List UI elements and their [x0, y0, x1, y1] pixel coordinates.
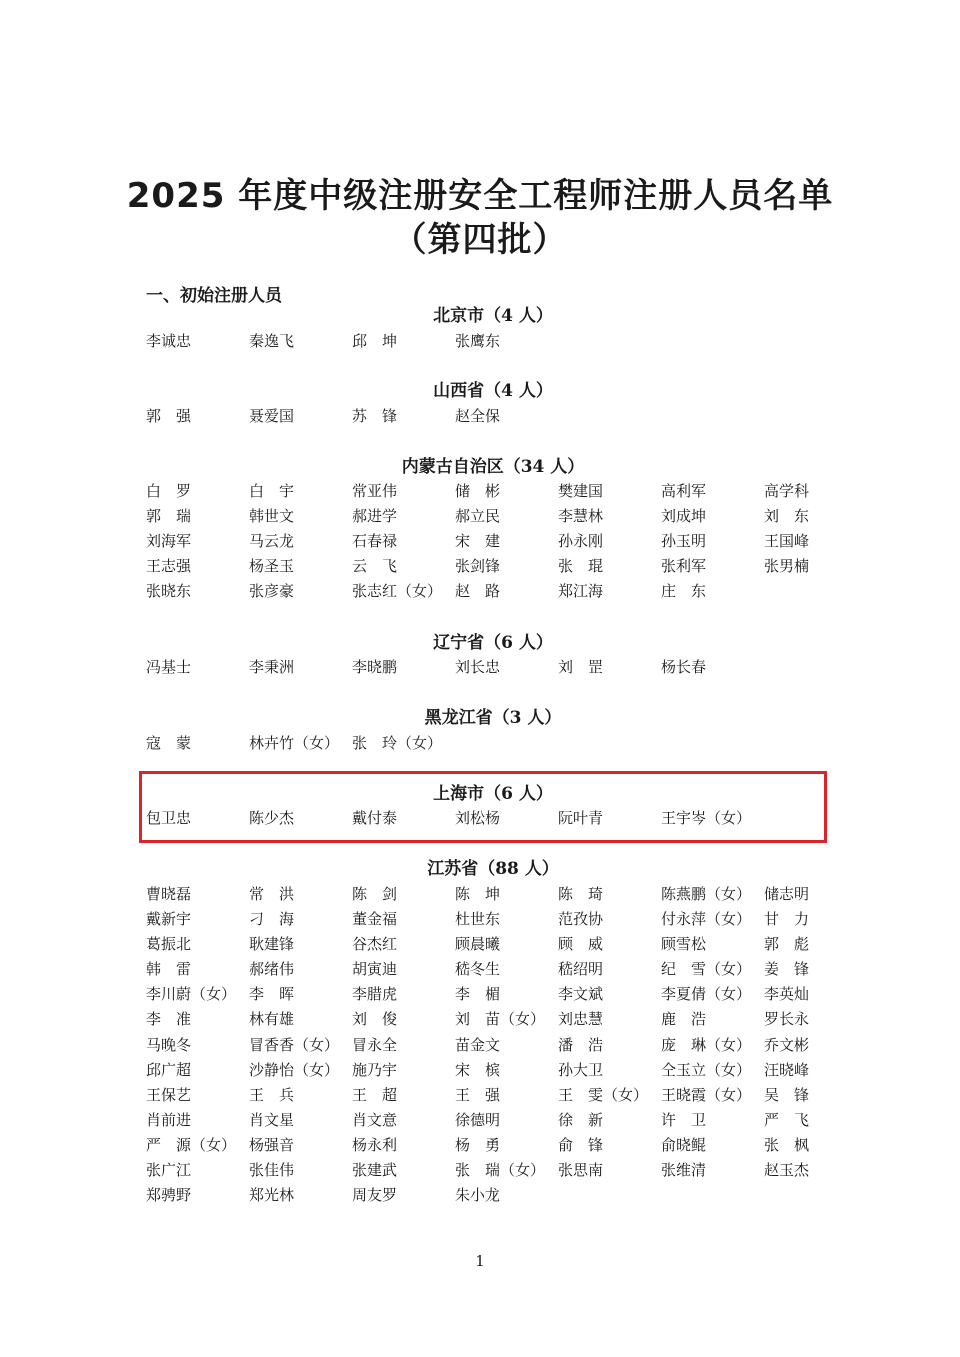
person-name: 郑光林 [249, 1186, 295, 1205]
person-name: 顾晨曦 [455, 935, 501, 954]
person-name: 张建武 [352, 1161, 398, 1180]
person-name: 吴 锋 [764, 1085, 810, 1104]
person-name: 刘 东 [764, 507, 810, 526]
region-title: 山西省（4 人） [433, 381, 553, 401]
person-name: 王晓霞（女） [661, 1085, 752, 1104]
person-name: 王 超 [352, 1085, 398, 1104]
person-name: 冯基士 [146, 658, 192, 676]
person-name: 张思南 [558, 1161, 604, 1180]
name-grid [146, 882, 846, 1208]
region-title: 北京市（4 人） [433, 306, 553, 326]
person-name: 朱小龙 [455, 1186, 501, 1205]
person-name: 白 宇 [249, 482, 295, 500]
person-name: 孙永刚 [558, 532, 604, 551]
person-name: 王志强 [146, 557, 192, 576]
person-name: 范孜协 [558, 910, 604, 929]
person-name: 寇 蒙 [146, 734, 192, 752]
person-name: 马晚冬 [146, 1035, 192, 1054]
person-name: 杨圣玉 [249, 557, 295, 576]
person-name: 赵全保 [455, 407, 501, 425]
person-name: 李 准 [146, 1010, 192, 1029]
person-name: 邱广超 [146, 1060, 192, 1079]
person-name: 李 晖 [249, 985, 295, 1004]
person-name: 王国峰 [764, 532, 810, 551]
person-name: 李川蔚（女） [146, 985, 237, 1004]
person-name: 顾雪松 [661, 935, 707, 954]
section-heading: 一、初始注册人员 [146, 286, 282, 306]
person-name: 陈少杰 [249, 809, 295, 827]
person-name: 杨强音 [249, 1135, 295, 1154]
person-name: 郑骋野 [146, 1186, 192, 1205]
person-name: 高利军 [661, 482, 707, 500]
person-name: 戴新宇 [146, 910, 192, 929]
person-name: 肖文意 [352, 1110, 398, 1129]
person-name: 严 源（女） [146, 1135, 237, 1154]
region-title: 黑龙江省（3 人） [424, 708, 562, 728]
person-name: 刁 海 [249, 910, 295, 929]
person-name: 耿建锋 [249, 935, 295, 954]
person-name: 陈 琦 [558, 885, 604, 903]
person-name: 李 楣 [455, 985, 501, 1004]
person-name: 郝立民 [455, 507, 501, 526]
person-name: 韩 雷 [146, 960, 192, 979]
person-name: 俞 锋 [558, 1135, 604, 1154]
person-name: 郝进学 [352, 507, 398, 526]
person-name: 陈 剑 [352, 885, 398, 903]
person-name: 秦逸飞 [249, 332, 295, 350]
person-name: 云 飞 [352, 557, 398, 576]
person-name: 施乃宇 [352, 1060, 398, 1079]
person-name: 常亚伟 [352, 482, 398, 500]
person-name: 王 雯（女） [558, 1085, 649, 1104]
person-name: 罗长永 [764, 1010, 810, 1029]
person-name: 张广江 [146, 1161, 192, 1180]
person-name: 张男楠 [764, 557, 810, 576]
region-title: 上海市（6 人） [433, 784, 553, 804]
person-name: 曹晓磊 [146, 885, 192, 903]
person-name: 赵 路 [455, 582, 501, 601]
person-name: 李晓鹏 [352, 658, 398, 676]
person-name: 庄 东 [661, 582, 707, 601]
person-name: 张彦豪 [249, 582, 295, 601]
person-name: 樊建国 [558, 482, 604, 500]
person-name: 徐德明 [455, 1110, 501, 1129]
person-name: 郭 瑞 [146, 507, 192, 526]
person-name: 顾 威 [558, 935, 604, 954]
page-number: 1 [475, 1252, 485, 1270]
person-name: 徐 新 [558, 1110, 604, 1129]
person-name: 聂爱国 [249, 407, 295, 425]
person-name: 肖前进 [146, 1110, 192, 1129]
person-name: 林卉竹（女） [249, 734, 340, 752]
name-grid [146, 329, 846, 354]
person-name: 张志红（女） [352, 582, 443, 601]
person-name: 嵇冬生 [455, 960, 501, 979]
name-grid [146, 655, 846, 680]
person-name: 董金福 [352, 910, 398, 929]
person-name: 冒永全 [352, 1035, 398, 1054]
person-name: 郝绪伟 [249, 960, 295, 979]
person-name: 杨 勇 [455, 1135, 501, 1154]
person-name: 庞 琳（女） [661, 1035, 752, 1054]
person-name: 张利军 [661, 557, 707, 576]
person-name: 甘 力 [764, 910, 810, 929]
person-name: 肖文星 [249, 1110, 295, 1129]
person-name: 郑江海 [558, 582, 604, 601]
person-name: 杜世东 [455, 910, 501, 929]
person-name: 张 琨 [558, 557, 604, 576]
person-name: 许 卫 [661, 1110, 707, 1129]
person-name: 韩世文 [249, 507, 295, 526]
name-grid [146, 731, 846, 756]
person-name: 纪 雪（女） [661, 960, 752, 979]
person-name: 张鹰东 [455, 332, 501, 350]
person-name: 潘 浩 [558, 1035, 604, 1054]
person-name: 刘长忠 [455, 658, 501, 676]
person-name: 李慧林 [558, 507, 604, 526]
person-name: 姜 锋 [764, 960, 810, 979]
person-name: 严 飞 [764, 1110, 810, 1129]
person-name: 嵇绍明 [558, 960, 604, 979]
person-name: 汪晓峰 [764, 1060, 810, 1079]
person-name: 张晓东 [146, 582, 192, 601]
person-name: 宋 建 [455, 532, 501, 551]
person-name: 刘 苗（女） [455, 1010, 546, 1029]
person-name: 杨长春 [661, 658, 707, 676]
person-name: 阮叶青 [558, 809, 604, 827]
person-name: 冒香香（女） [249, 1035, 340, 1054]
person-name: 李秉洲 [249, 658, 295, 676]
person-name: 张维清 [661, 1161, 707, 1180]
person-name: 戴付泰 [352, 809, 398, 827]
person-name: 王保艺 [146, 1085, 192, 1104]
person-name: 张剑锋 [455, 557, 501, 576]
person-name: 马云龙 [249, 532, 295, 551]
region-title: 内蒙古自治区（34 人） [401, 457, 585, 477]
person-name: 李英灿 [764, 985, 810, 1004]
document-title: 2025 年度中级注册安全工程师注册人员名单 [126, 176, 834, 216]
person-name: 陈 坤 [455, 885, 501, 903]
person-name: 王 兵 [249, 1085, 295, 1104]
person-name: 乔文彬 [764, 1035, 810, 1054]
person-name: 陈燕鹏（女） [661, 885, 752, 903]
person-name: 张 玲（女） [352, 734, 443, 752]
person-name: 刘海军 [146, 532, 192, 551]
person-name: 郭 彪 [764, 935, 810, 954]
person-name: 刘成坤 [661, 507, 707, 526]
person-name: 储 彬 [455, 482, 501, 500]
person-name: 林有雄 [249, 1010, 295, 1029]
person-name: 赵玉杰 [764, 1161, 810, 1180]
person-name: 张 枫 [764, 1135, 810, 1154]
person-name: 付永萍（女） [661, 910, 752, 929]
person-name: 石春禄 [352, 532, 398, 551]
region-title: 江苏省（88 人） [427, 859, 559, 879]
person-name: 鹿 浩 [661, 1010, 707, 1029]
person-name: 杨永利 [352, 1135, 398, 1154]
name-grid [146, 479, 846, 604]
person-name: 白 罗 [146, 482, 192, 500]
person-name: 沙静怡（女） [249, 1060, 340, 1079]
name-grid [146, 806, 846, 831]
person-name: 王 强 [455, 1085, 501, 1104]
person-name: 常 洪 [249, 885, 295, 903]
person-name: 宋 槟 [455, 1060, 501, 1079]
person-name: 胡寅迪 [352, 960, 398, 979]
person-name: 邱 坤 [352, 332, 398, 350]
document-title-batch: （第四批） [392, 220, 568, 260]
person-name: 李夏倩（女） [661, 985, 752, 1004]
person-name: 王宇岑（女） [661, 809, 752, 827]
person-name: 张 瑞（女） [455, 1161, 546, 1180]
person-name: 苏 锋 [352, 407, 398, 425]
person-name: 孙大卫 [558, 1060, 604, 1079]
person-name: 谷杰红 [352, 935, 398, 954]
person-name: 李腊虎 [352, 985, 398, 1004]
person-name: 李诚忠 [146, 332, 192, 350]
person-name: 高学科 [764, 482, 810, 500]
person-name: 周友罗 [352, 1186, 398, 1205]
person-name: 刘 罡 [558, 658, 604, 676]
region-title: 辽宁省（6 人） [433, 633, 553, 653]
name-grid [146, 404, 846, 429]
person-name: 苗金文 [455, 1035, 501, 1054]
person-name: 包卫忠 [146, 809, 192, 827]
person-name: 储志明 [764, 885, 810, 903]
person-name: 仝玉立（女） [661, 1060, 752, 1079]
person-name: 俞晓鲲 [661, 1135, 707, 1154]
person-name: 刘忠慧 [558, 1010, 604, 1029]
person-name: 李文斌 [558, 985, 604, 1004]
person-name: 孙玉明 [661, 532, 707, 551]
person-name: 张佳伟 [249, 1161, 295, 1180]
person-name: 郭 强 [146, 407, 192, 425]
person-name: 刘 俊 [352, 1010, 398, 1029]
person-name: 刘松杨 [455, 809, 501, 827]
person-name: 葛振北 [146, 935, 192, 954]
